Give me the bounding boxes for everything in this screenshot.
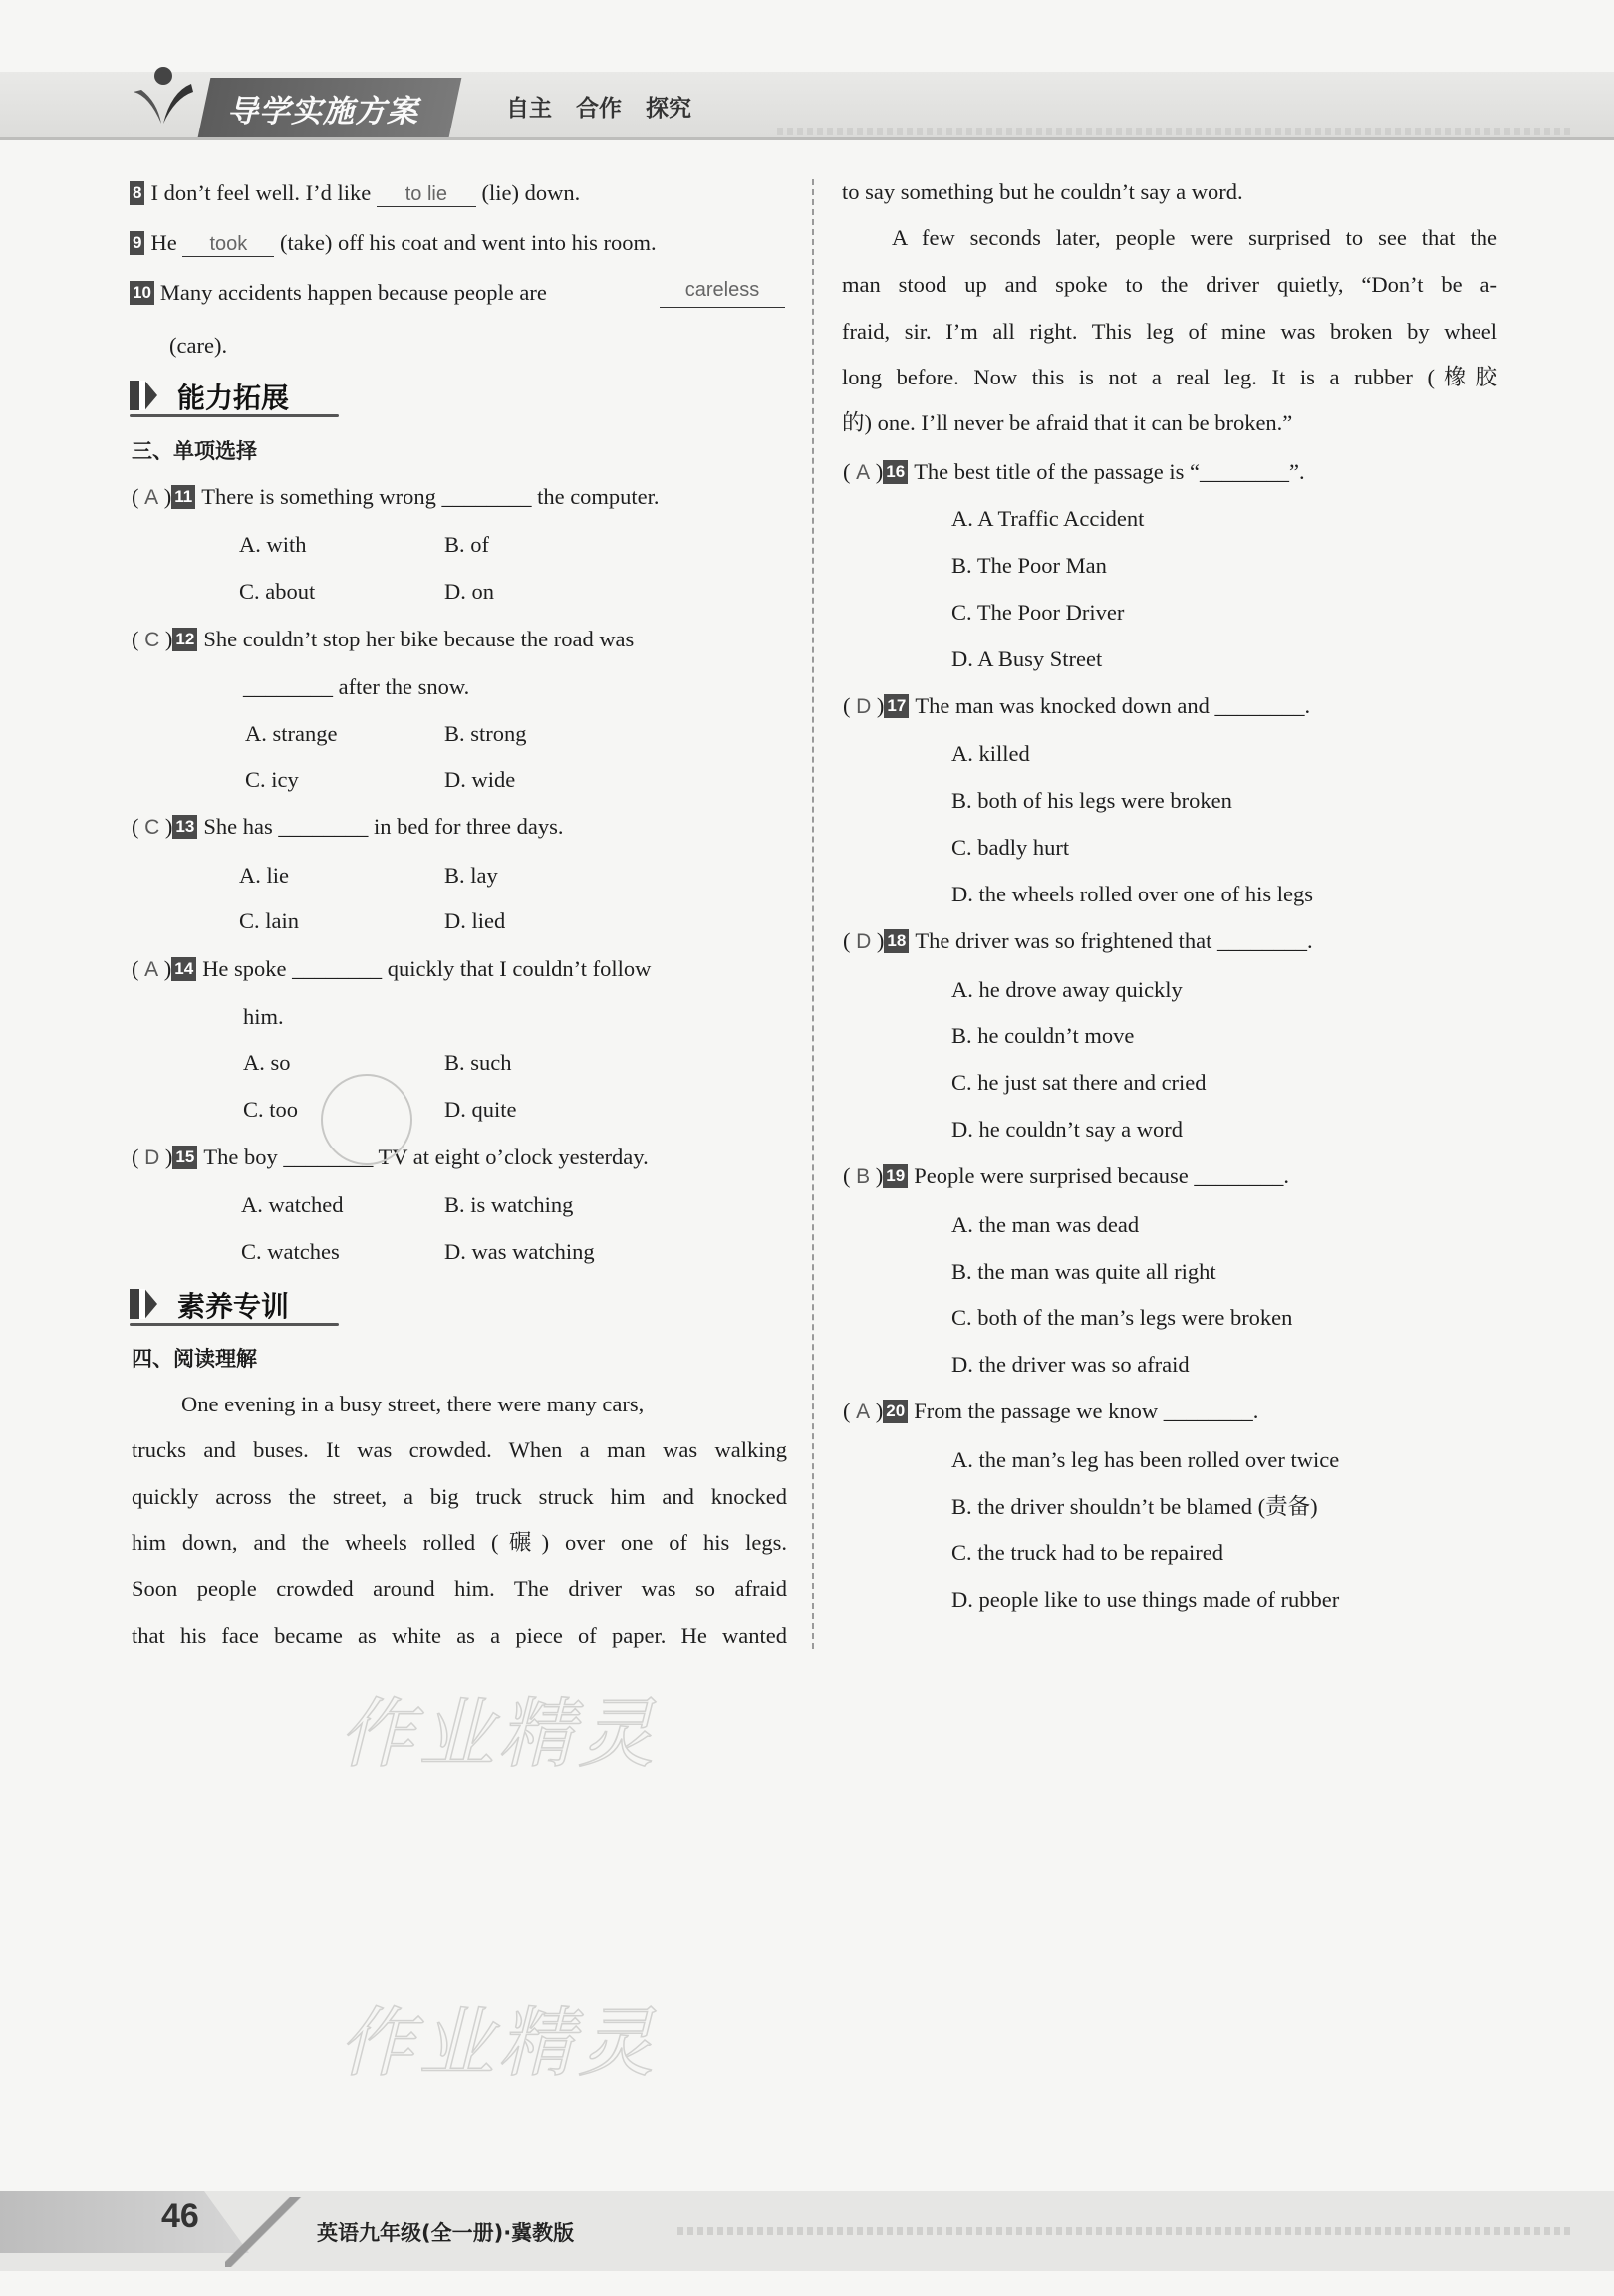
answer-mark: A — [856, 1401, 871, 1423]
option: D. people like to use things made of rubber — [951, 1587, 1340, 1612]
option: B. strong — [444, 721, 527, 746]
option: A. watched — [241, 1192, 344, 1217]
arrow-bar — [139, 1289, 145, 1319]
option: C. lain — [239, 908, 299, 933]
answer-mark: A — [144, 958, 159, 981]
question-number: 14 — [171, 957, 196, 981]
column-divider — [812, 179, 814, 1649]
question-number: 13 — [172, 815, 197, 839]
passage-line: that his face became as white as a piece of paper. He wanted — [132, 1623, 787, 1648]
answer-blank: to lie — [377, 182, 476, 207]
fill-item-9 — [130, 228, 657, 258]
option: D. quite — [444, 1097, 517, 1122]
book-title: 英语九年级(全一册)·冀教版 — [317, 2221, 575, 2245]
page-number: 46 — [161, 2197, 199, 2235]
question-text: She couldn’t stop her bike because the road was — [203, 627, 635, 651]
passage-line: man stood up and spoke to the driver quietly, “Don’t be a- — [842, 272, 1497, 297]
answer-mark: D — [856, 695, 872, 718]
answer-mark: D — [144, 1147, 160, 1169]
question-text: The man was knocked down and ________. — [915, 693, 1311, 718]
question-text: He spoke ________ quickly that I couldn’t follow — [202, 956, 652, 981]
question-text: He — [150, 230, 177, 255]
option: A. with — [239, 532, 307, 557]
option: A. the man was dead — [951, 1212, 1140, 1237]
passage-line: him down, and the wheels rolled (碾) over one of his legs. — [132, 1530, 787, 1555]
question-text: From the passage we know ________. — [914, 1399, 1259, 1423]
passage-line: trucks and buses. It was crowded. When a man was walking — [132, 1437, 787, 1462]
option: C. about — [239, 579, 316, 604]
option: A. strange — [245, 721, 338, 746]
question-text: Many accidents happen because people are — [159, 280, 547, 305]
option: A. A Traffic Accident — [951, 506, 1145, 531]
answer-mark: C — [144, 816, 160, 839]
fill-item-10-cont: (care). — [169, 333, 228, 358]
option: C. both of the man’s legs were broken — [951, 1305, 1293, 1330]
header-title: 导学实施方案 — [227, 94, 418, 129]
question-number: 16 — [883, 460, 908, 484]
option: C. icy — [245, 767, 299, 792]
arrow-bar — [139, 381, 145, 410]
passage-line: 的) one. I’ll never be afraid that it can be broken.” — [842, 410, 1293, 435]
question-text: She has ________ in bed for three days. — [203, 814, 564, 839]
answer-mark: A — [856, 461, 871, 484]
answer-blank: took — [182, 232, 274, 257]
fill-item-10 — [130, 278, 785, 308]
mc-question-17: ( D ) 17 The man was knocked down and ________. — [843, 693, 1311, 718]
answer-blank: careless — [660, 278, 785, 308]
question-text: (lie) down. — [481, 180, 581, 205]
header-rule — [0, 137, 1614, 140]
option: C. watches — [241, 1239, 340, 1264]
passage-line: A few seconds later, people were surprised to see that the — [892, 225, 1497, 250]
question-text-cont: him. — [243, 1004, 284, 1029]
option: D. wide — [444, 767, 516, 792]
option: D. he couldn’t say a word — [951, 1117, 1184, 1142]
header-tags: 自主 合作 探究 — [506, 96, 692, 122]
section-heading-reading: 四、阅读理解 — [132, 1347, 257, 1371]
mc-question-12: ( C ) 12 She couldn’t stop her bike because the road was — [132, 627, 635, 651]
mc-question-13: ( C ) 13 She has ________ in bed for three days. — [132, 814, 564, 839]
question-text: The driver was so frightened that ________. — [915, 928, 1313, 953]
answer-mark: B — [856, 1165, 871, 1188]
option: A. killed — [951, 741, 1030, 766]
option: D. the wheels rolled over one of his legs — [951, 882, 1314, 906]
passage-line: to say something but he couldn’t say a word. — [842, 179, 1243, 204]
question-text: There is something wrong ________ the computer. — [201, 484, 660, 509]
option: D. the driver was so afraid — [951, 1352, 1190, 1377]
question-number: 8 — [130, 181, 144, 205]
question-text: The best title of the passage is “________”. — [914, 459, 1305, 484]
option: C. he just sat there and cried — [951, 1070, 1207, 1095]
option: B. The Poor Man — [951, 553, 1107, 578]
option: C. the truck had to be repaired — [951, 1540, 1224, 1565]
question-number: 15 — [172, 1146, 197, 1169]
section-heading-mc: 三、单项选择 — [132, 439, 257, 463]
fill-item-8 — [130, 178, 580, 208]
option: B. the driver shouldn’t be blamed (责备) — [951, 1494, 1318, 1519]
question-number: 10 — [130, 281, 154, 305]
question-text: The boy ________ TV at eight o’clock yesterday. — [203, 1145, 649, 1169]
option: B. he couldn’t move — [951, 1023, 1135, 1048]
option: A. so — [243, 1050, 291, 1075]
option: B. such — [444, 1050, 512, 1075]
section-tag-ability — [130, 375, 349, 418]
passage-line: fraid, sir. I’m all right. This leg of mine was broken by wheel — [842, 319, 1497, 344]
option: D. on — [444, 579, 494, 604]
answer-mark: C — [144, 629, 160, 651]
section-tag-underline — [130, 1323, 339, 1326]
mc-question-18: ( D ) 18 The driver was so frightened that ________. — [843, 928, 1313, 953]
section-tag-literacy — [130, 1283, 349, 1327]
mc-question-14: ( A ) 14 He spoke ________ quickly that I couldn’t follow — [132, 956, 652, 981]
answer-mark: D — [856, 930, 872, 953]
option: B. of — [444, 532, 489, 557]
option: B. the man was quite all right — [951, 1259, 1216, 1284]
question-number: 12 — [172, 628, 197, 651]
question-text: I don’t feel well. I’d like — [150, 180, 372, 205]
mc-question-16: ( A ) 16 The best title of the passage is “________”. — [843, 459, 1305, 484]
option: D. A Busy Street — [951, 646, 1103, 671]
question-text-cont: ________ after the snow. — [243, 674, 470, 699]
option: B. is watching — [444, 1192, 574, 1217]
option: C. too — [243, 1097, 299, 1122]
section-tag-label: 素养专训 — [177, 1290, 290, 1323]
passage-line: long before. Now this is not a real leg. It is a rubber (橡胶 — [842, 365, 1497, 389]
question-number: 17 — [884, 694, 909, 718]
passage-line: quickly across the street, a big truck struck him and knocked — [132, 1484, 787, 1509]
footer-slash — [225, 2197, 315, 2267]
mc-question-20: ( A ) 20 From the passage we know ________. — [843, 1399, 1259, 1423]
option: A. lie — [239, 863, 289, 888]
passage-line: Soon people crowded around him. The driver was so afraid — [132, 1576, 787, 1601]
question-text: People were surprised because ________. — [914, 1163, 1289, 1188]
footer-dotted-strip — [677, 2227, 1574, 2235]
option: B. both of his legs were broken — [951, 788, 1232, 813]
option: C. The Poor Driver — [951, 600, 1125, 625]
watermark: 作业精灵 — [339, 1689, 658, 1778]
section-tag-label: 能力拓展 — [177, 382, 290, 414]
option: B. lay — [444, 863, 498, 888]
option: A. the man’s leg has been rolled over twice — [951, 1447, 1340, 1472]
watermark: 作业精灵 — [339, 1998, 658, 2087]
logo-icon — [128, 62, 197, 131]
mc-question-11: ( A ) 11 There is something wrong ________ the computer. — [132, 484, 660, 509]
passage-line: One evening in a busy street, there were many cars, — [181, 1392, 645, 1416]
seal-stamp — [321, 1074, 412, 1165]
mc-question-15: ( D ) 15 The boy ________ TV at eight o’clock yesterday. — [132, 1145, 649, 1169]
section-tag-underline — [130, 414, 339, 417]
question-number: 19 — [883, 1164, 908, 1188]
question-number: 18 — [884, 929, 909, 953]
option: C. badly hurt — [951, 835, 1070, 860]
answer-mark: A — [144, 486, 159, 509]
option: A. he drove away quickly — [951, 977, 1183, 1002]
question-number: 20 — [883, 1400, 908, 1423]
header-dotted-strip — [777, 128, 1574, 135]
question-text: (take) off his coat and went into his room. — [279, 230, 657, 255]
question-number: 9 — [130, 231, 144, 255]
mc-question-19: ( B ) 19 People were surprised because ________. — [843, 1163, 1289, 1188]
option: D. lied — [444, 908, 506, 933]
option: D. was watching — [444, 1239, 595, 1264]
question-number: 11 — [171, 485, 195, 509]
